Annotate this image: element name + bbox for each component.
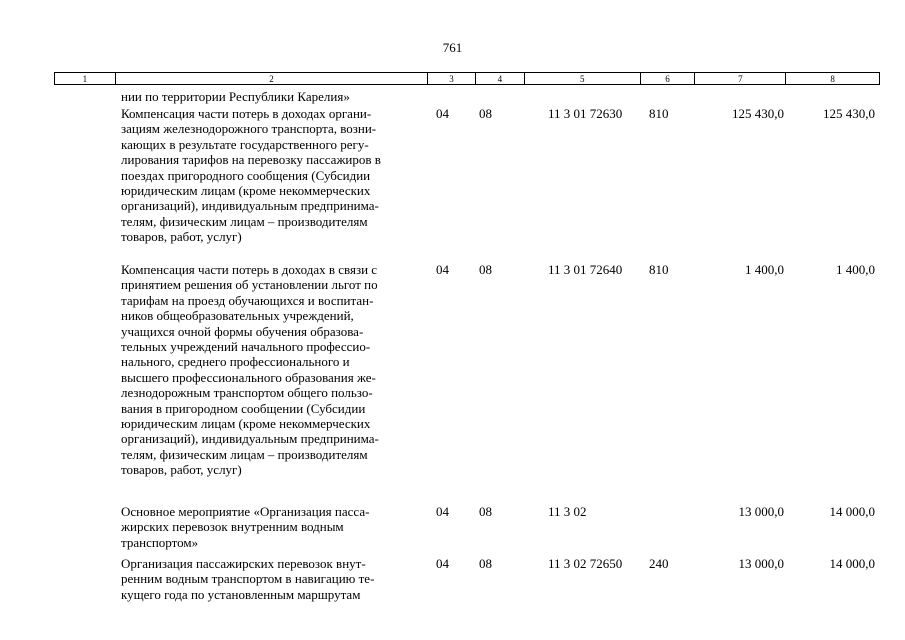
amount-col-8: 125 430,0 bbox=[823, 106, 875, 121]
target-article-code: 11 3 02 72650 bbox=[548, 556, 623, 571]
text-line: поездах пригородного сообщения (Субсидии bbox=[121, 167, 371, 183]
target-article-code: 11 3 01 72640 bbox=[548, 262, 623, 277]
text-line: товаров, работ, услуг) bbox=[121, 462, 242, 478]
text-line: учащихся очной формы обучения образова- bbox=[121, 323, 364, 339]
text-line: организаций), индивидуальным предпринима- bbox=[121, 198, 379, 214]
amount-col-7: 13 000,0 bbox=[738, 504, 784, 519]
section-code: 04 bbox=[436, 556, 449, 571]
text-line: кающих в результате государственного регу- bbox=[121, 136, 369, 152]
header-col-1: 1 bbox=[55, 73, 116, 84]
text-line: нального, среднего профессионального и bbox=[121, 354, 350, 370]
subsection-code: 08 bbox=[479, 262, 492, 277]
text-line: телям, физическим лицам – производителям bbox=[121, 213, 368, 229]
header-col-7: 7 bbox=[695, 73, 786, 84]
section-code: 04 bbox=[436, 106, 449, 121]
target-article-code: 11 3 01 72630 bbox=[548, 106, 623, 121]
amount-col-7: 13 000,0 bbox=[738, 556, 784, 571]
text-line: тарифам на проезд обучающихся и воспитан- bbox=[121, 292, 374, 308]
text-line: лирования тарифов на перевозку пассажиров в bbox=[121, 152, 381, 168]
text-line: Компенсация части потерь в доходах в связи с bbox=[121, 262, 378, 277]
text-line: юридическим лицам (кроме некоммерческих bbox=[121, 416, 371, 432]
text-line: Компенсация части потерь в доходах органи- bbox=[121, 106, 372, 121]
table-row-description bbox=[121, 106, 426, 245]
text-line: ренним водным транспортом в навигацию те- bbox=[121, 571, 375, 587]
text-line: ников общеобразовательных учреждений, bbox=[121, 308, 354, 324]
text-line: вания в пригородном сообщении (Субсидии bbox=[121, 400, 366, 416]
amount-col-8: 14 000,0 bbox=[829, 556, 875, 571]
table-row-description bbox=[121, 262, 426, 478]
expense-type-code: 810 bbox=[649, 262, 669, 277]
text-line: жирских перевозок внутренним водным bbox=[121, 519, 344, 535]
table-row-description bbox=[121, 556, 426, 602]
text-line: тельных учреждений начального профессио- bbox=[121, 339, 371, 355]
header-col-5: 5 bbox=[525, 73, 641, 84]
text-line: товаров, работ, услуг) bbox=[121, 229, 242, 245]
table-row-description bbox=[121, 89, 426, 104]
amount-col-7: 1 400,0 bbox=[745, 262, 784, 277]
amount-col-7: 125 430,0 bbox=[732, 106, 784, 121]
text-line: высшего профессионального образования же- bbox=[121, 369, 376, 385]
header-col-3: 3 bbox=[428, 73, 476, 84]
text-line: Основное мероприятие «Организация пасса- bbox=[121, 504, 370, 519]
subsection-code: 08 bbox=[479, 106, 492, 121]
text-line: Организация пассажирских перевозок внут- bbox=[121, 556, 366, 571]
text-line: нии по территории Республики Карелия» bbox=[121, 89, 350, 104]
text-line: телям, физическим лицам – производителям bbox=[121, 446, 368, 462]
text-line: транспортом» bbox=[121, 534, 199, 550]
section-code: 04 bbox=[436, 504, 449, 519]
table-header bbox=[54, 72, 880, 85]
header-col-6: 6 bbox=[641, 73, 696, 84]
section-code: 04 bbox=[436, 262, 449, 277]
text-line: юридическим лицам (кроме некоммерческих bbox=[121, 183, 371, 199]
text-line: принятием решения об установлении льгот по bbox=[121, 277, 378, 293]
header-col-4: 4 bbox=[476, 73, 525, 84]
text-line: лезнодорожным транспортом общего пользо- bbox=[121, 385, 373, 401]
expense-type-code: 810 bbox=[649, 106, 669, 121]
expense-type-code: 240 bbox=[649, 556, 669, 571]
target-article-code: 11 3 02 bbox=[548, 504, 587, 519]
amount-col-8: 14 000,0 bbox=[829, 504, 875, 519]
subsection-code: 08 bbox=[479, 504, 492, 519]
subsection-code: 08 bbox=[479, 556, 492, 571]
table-row-description bbox=[121, 504, 426, 550]
header-col-2: 2 bbox=[116, 73, 428, 84]
amount-col-8: 1 400,0 bbox=[836, 262, 875, 277]
page-number: 761 bbox=[442, 40, 463, 55]
text-line: организаций), индивидуальным предпринима- bbox=[121, 431, 379, 447]
header-col-8: 8 bbox=[830, 73, 835, 84]
text-line: кущего года по установленным маршрутам bbox=[121, 586, 361, 602]
text-line: зациям железнодорожного транспорта, возни- bbox=[121, 121, 377, 137]
